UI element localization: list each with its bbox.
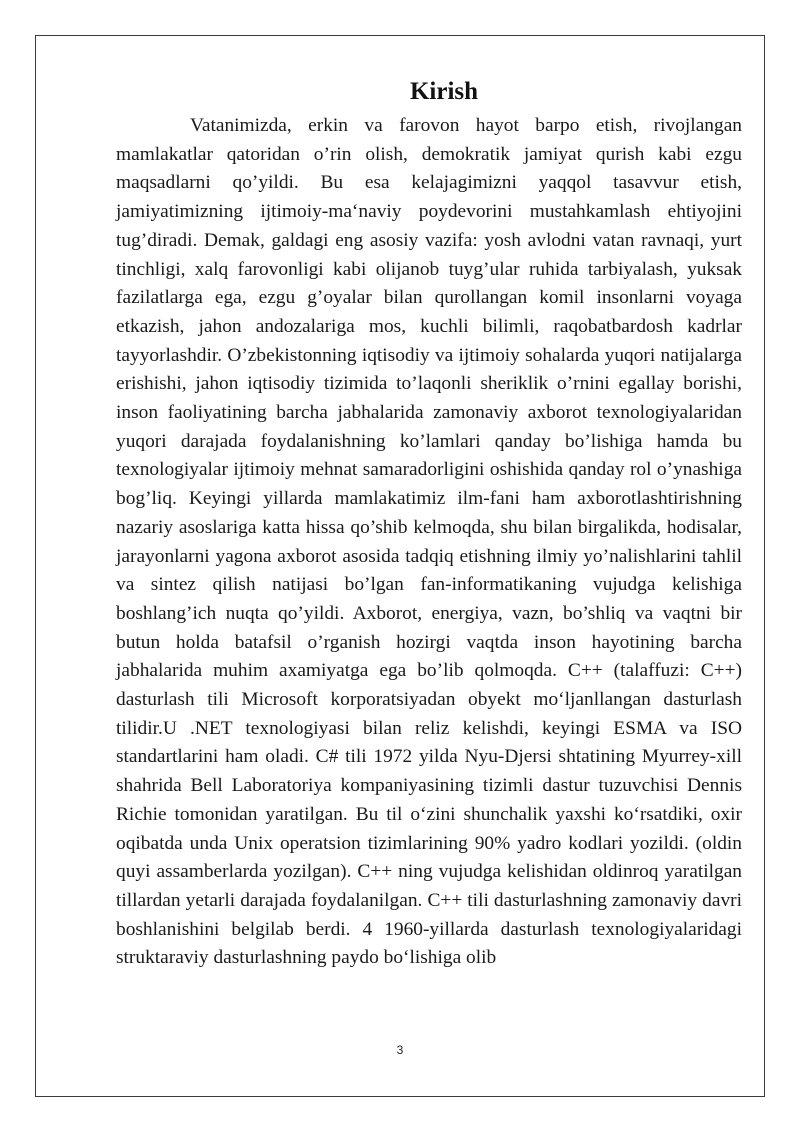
page-content [116,72,742,973]
section-title: Kirish [409,78,479,105]
page-number: 3 [396,1043,404,1057]
body-paragraph: Vatanimizda, erkin va farovon hayot barpo etish, rivojlangan mamlakatlar qatoridan o’rin olish, demokratik jamiyat qurish kabi ezgu maqsadlarni qo’yildi. Bu esa kelajagimizni yaqqol tasavvur etish, jamiyatimizning ijtimoiy-ma‘naviy poydevorini mustahkamlash ehtiyojini tug’diradi. Demak, galdagi eng asosiy vazifa: yosh avlodni vatan ravnaqi, yurt tinchligi, xalq farovonligi kabi olijanob tuyg’ular ruhida tarbiyalash, yuksak fazilatlarga ega, ezgu g’oyalar bilan qurollangan komil insonlarni voyaga etkazish, jahon andozalariga mos, kuchli bilimli, raqobatbardosh kadrlar tayyorlashdir. O’zbekistonning iqtisodiy va ijtimoiy sohalarda yuqori natijalarga erishishi, jahon iqtisodiy tizimida to’laqonli sheriklik o’rnini egallay borishi, inson faoliyatining barcha jabhalarida zamonaviy axborot texnologiyalaridan yuqori darajada foydalanishning ko’lamlari qanday bo’lishiga hamda bu texnologiyalar ijtimoiy mehnat samaradorligini oshishida qanday rol o’ynashiga bog’liq. Keyingi yillarda mamlakatimiz ilm-fani ham axborotlashtirishning nazariy asoslariga katta hissa qo’shib kelmoqda, shu bilan birgalikda, hodisalar, jarayonlarni yagona axborot asosida tadqiq etishning ilmiy yo’nalishlarini tahlil va sintez qilish natijasi bo’lgan fan-informatikaning vujudga kelishiga boshlang’ich nuqta qo’yildi. Axborot, energiya, vazn, bo’shliq va vaqtni bir butun holda batafsil o’rganish hozirgi vaqtda inson hayotining barcha jabhalarida muhim axamiyatga ega bo’lib qolmoqda. C++ (talaffuzi: C++) dasturlash tili Microsoft korporatsiyadan obyekt mo‘ljanllangan dasturlash tilidir.U .NET texnologiyasi bilan reliz kelishdi, keyingi ESMA va ISO standartlarini ham oladi. C# tili 1972 yilda Nyu-Djersi shtatining Myurrey-xill shahrida Bell Laboratoriya kompaniyasining tizimli dastur tuzuvchisi Dennis Richie tomonidan yaratilgan. Bu til o‘zini shunchalik yaxshi ko‘rsatdiki, oxir oqibatda unda Unix operatsion tizimlarining 90% yadro kodlari yozildi. (oldin quyi assamberlarda yozilgan). C++ ning vujudga kelishidan oldinroq yaratilgan tillardan yetarli darajada foydalanilgan. C++ tili dasturlashning zamonaviy davri boshlanishini belgilab berdi. 4 1960-yillarda dasturlash texnologiyalaridagi struktaraviy dasturlashning paydo bo‘lishiga olib [116,115,742,969]
